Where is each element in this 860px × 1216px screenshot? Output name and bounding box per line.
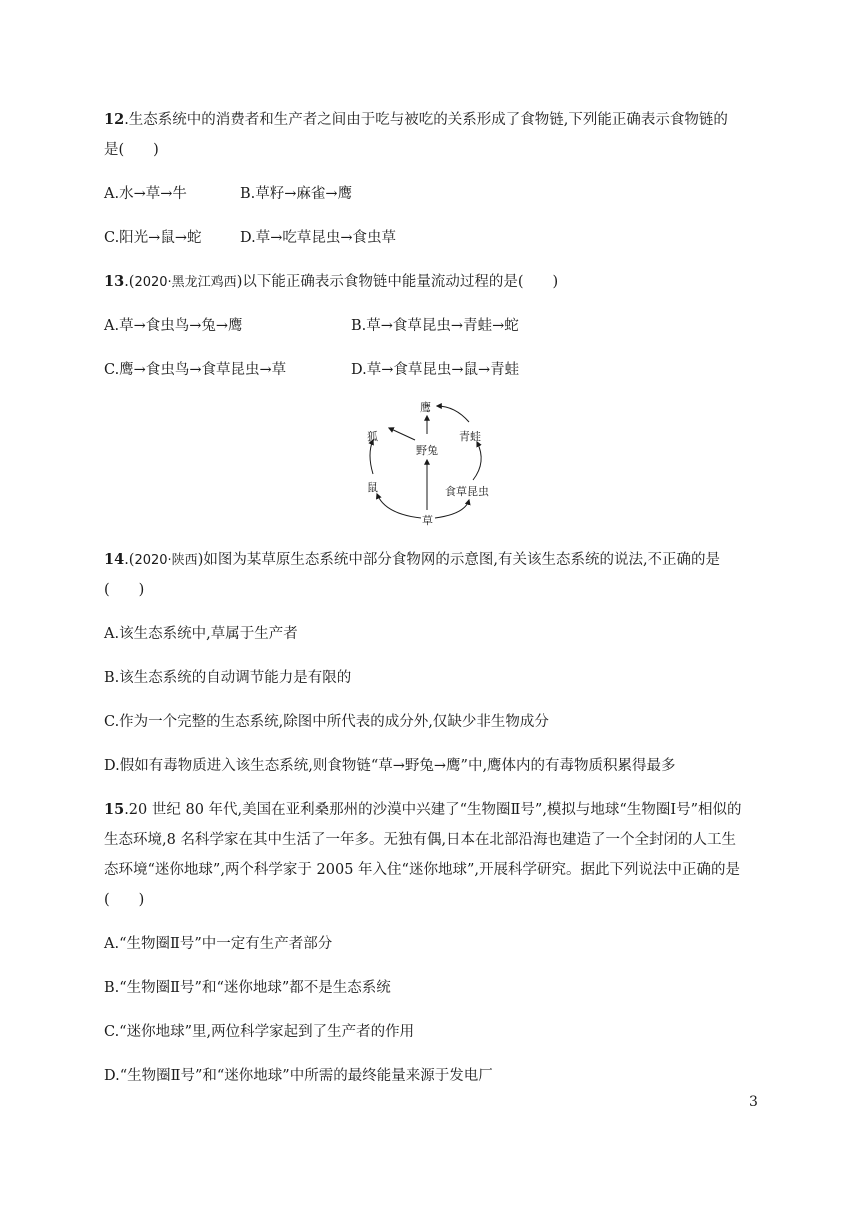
q14-number: 14	[104, 551, 125, 568]
q14-option-d: D.假如有毒物质进入该生态系统,则食物链“草→野兔→鹰”中,鹰体内的有毒物质积累得最多	[104, 758, 676, 774]
page-number: 3	[749, 1094, 758, 1110]
q15-text-line1: .20 世纪 80 年代,美国在亚利桑那州的沙漠中兴建了“生物圈Ⅱ号”,模拟与地球“生物圈Ⅰ号”相似的	[124, 802, 742, 818]
node-grass: 草	[422, 514, 433, 527]
q12-stem-line1	[104, 110, 728, 130]
q13-option-b: B.草→食草昆虫→青蛙→蛇	[351, 318, 519, 334]
node-fox: 狐	[367, 430, 378, 443]
q15-stem-line2: 生态环境,8 名科学家在其中生活了一年多。无独有偶,日本在北部沿海也建造了一个全封闭的人工生	[104, 832, 737, 848]
food-web-diagram	[355, 396, 505, 528]
node-frog: 青蛙	[459, 430, 481, 443]
q15-option-a: A.“生物圈Ⅱ号”中一定有生产者部分	[104, 936, 333, 952]
q15-option-b: B.“生物圈Ⅱ号”和“迷你地球”都不是生态系统	[104, 980, 391, 996]
q12-option-a: A.水→草→牛	[104, 186, 187, 202]
q12-option-d: D.草→吃草昆虫→食虫草	[240, 230, 397, 246]
q12-stem-line2: 是( )	[104, 142, 159, 158]
q13-option-c: C.鹰→食虫鸟→食草昆虫→草	[104, 362, 287, 378]
q13-text: )以下能正确表示食物链中能量流动过程的是( )	[236, 274, 559, 290]
arrow-hare-to-fox	[389, 428, 415, 440]
q12-option-b: B.草籽→麻雀→鹰	[240, 186, 353, 202]
q14-option-c: C.作为一个完整的生态系统,除图中所代表的成分外,仅缺少非生物成分	[104, 714, 549, 730]
q13-option-a: A.草→食虫鸟→兔→鹰	[104, 318, 243, 334]
q13-options-row2	[104, 360, 520, 380]
node-insect: 食草昆虫	[445, 485, 489, 498]
arrow-grass-to-mouse	[377, 494, 421, 518]
q14-stem-line2: ( )	[104, 582, 145, 598]
q12-options-row2	[104, 228, 397, 248]
q15-number: 15	[104, 801, 125, 818]
arrow-frog-to-eagle	[437, 406, 469, 422]
q15-stem-line1	[104, 800, 741, 820]
q13-options-row1	[104, 316, 519, 336]
q13-source: 2020·黑龙江鸡西	[134, 275, 237, 290]
arrow-grass-to-insect	[435, 500, 469, 518]
q15-option-d: D.“生物圈Ⅱ号”和“迷你地球”中所需的最终能量来源于发电厂	[104, 1068, 493, 1084]
q14-source: 2020·陕西	[134, 553, 198, 568]
q15-stem-line3: 态环境“迷你地球”,两个科学家于 2005 年入住“迷你地球”,开展科学研究。据此下列说法中正确的是	[104, 862, 740, 878]
node-hare: 野兔	[416, 444, 438, 457]
q13-stem	[104, 272, 558, 293]
q15-option-c: C.“迷你地球”里,两位科学家起到了生产者的作用	[104, 1024, 415, 1040]
q14-paren-open: .(	[124, 552, 135, 568]
arrow-mouse-to-fox	[370, 440, 373, 474]
q14-text: )如图为某草原生态系统中部分食物网的示意图,有关该生态系统的说法,不正确的是	[197, 552, 721, 568]
q14-stem-line1	[104, 550, 720, 571]
q12-options-row1	[104, 184, 353, 204]
q12-option-c: C.阳光→鼠→蛇	[104, 230, 202, 246]
node-eagle: 鹰	[420, 401, 431, 414]
arrow-insect-to-frog	[473, 442, 481, 480]
q13-number: 13	[104, 273, 125, 290]
q13-paren-open: .(	[124, 274, 135, 290]
q13-option-d: D.草→食草昆虫→鼠→青蛙	[351, 362, 520, 378]
q12-number: 12	[104, 111, 125, 128]
q12-text: .生态系统中的消费者和生产者之间由于吃与被吃的关系形成了食物链,下列能正确表示食物链的	[124, 112, 728, 128]
q15-stem-line4: ( )	[104, 892, 145, 908]
node-mouse: 鼠	[367, 481, 378, 494]
q14-option-a: A.该生态系统中,草属于生产者	[104, 626, 298, 642]
q14-option-b: B.该生态系统的自动调节能力是有限的	[104, 670, 352, 686]
